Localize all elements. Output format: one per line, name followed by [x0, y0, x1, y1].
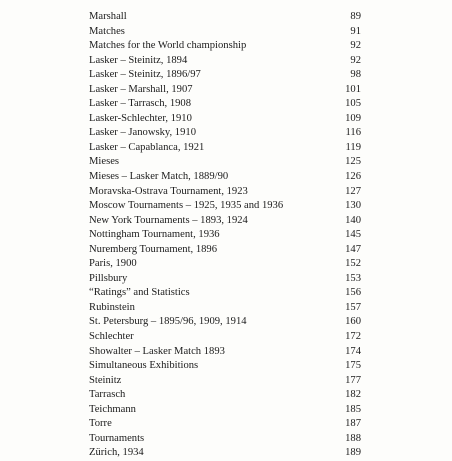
index-row [89, 83, 361, 98]
index-row [89, 68, 361, 83]
index-entry-title: Mieses – Lasker Match, 1889/90 [89, 171, 229, 183]
index-row [89, 330, 361, 345]
index-entry-page: 177 [345, 374, 361, 386]
index-entry-page: 160 [345, 316, 361, 328]
index-entry-page: 188 [345, 432, 361, 444]
index-row [89, 25, 361, 40]
index-row [89, 97, 361, 112]
index-row [89, 126, 361, 141]
index-row [89, 403, 361, 418]
index-row [89, 257, 361, 272]
index-entry-title: Lasker – Capablanca, 1921 [89, 141, 205, 153]
index-entry-page: 147 [345, 243, 361, 255]
index-entry-page: 130 [345, 200, 361, 212]
index-entry-title: Matches for the World championship [89, 40, 247, 52]
index-entry-title: Pillsbury [89, 272, 128, 284]
index-row [89, 345, 361, 360]
index-entry-title: Tarrasch [89, 389, 126, 401]
index-entry-page: 189 [345, 447, 361, 459]
index-row [89, 315, 361, 330]
index-row [89, 228, 361, 243]
index-entry-title: Showalter – Lasker Match 1893 [89, 345, 225, 357]
index-row [89, 170, 361, 185]
index-entry-page: 125 [345, 156, 361, 168]
index-entry-page: 98 [350, 69, 361, 81]
index-row [89, 199, 361, 214]
index-entry-title: Mieses [89, 156, 120, 168]
index-entry-title: Lasker – Janowsky, 1910 [89, 127, 196, 139]
index-entry-title: Torre [89, 418, 112, 430]
index-row [89, 214, 361, 229]
index-entry-page: 187 [345, 418, 361, 430]
index-entry-title: Lasker – Tarrasch, 1908 [89, 98, 192, 110]
index-entry-title: Zürich, 1934 [89, 447, 144, 459]
index-entry-page: 153 [345, 272, 361, 284]
index-entry-page: 145 [345, 229, 361, 241]
index-entry-title: Lasker – Steinitz, 1894 [89, 54, 188, 66]
index-entry-page: 91 [350, 25, 361, 37]
index-entry-page: 119 [345, 141, 361, 153]
index-entry-page: 127 [345, 185, 361, 197]
index-row [89, 185, 361, 200]
index-entry-title: Moravska-Ostrava Tournament, 1923 [89, 185, 248, 197]
index-entry-page: 126 [345, 171, 361, 183]
index-entry-title: Matches [89, 25, 125, 37]
index-entry-title: New York Tournaments – 1893, 1924 [89, 214, 248, 226]
index-entry-title: Teichmann [89, 403, 136, 415]
index-entry-page: 156 [345, 287, 361, 299]
index-entry-title: Rubinstein [89, 301, 135, 313]
index-row [89, 112, 361, 127]
index-entry-page: 157 [345, 301, 361, 313]
index-entry-title: Nuremberg Tournament, 1896 [89, 243, 218, 255]
index-entry-title: St. Petersburg – 1895/96, 1909, 1914 [89, 316, 247, 328]
index-entry-page: 172 [345, 331, 361, 343]
index-entry-page: 152 [345, 258, 361, 270]
index-entry-title: Marshall [89, 11, 127, 22]
index-row [89, 155, 361, 170]
index-entry-page: 175 [345, 360, 361, 372]
index-list [89, 10, 361, 461]
index-entry-title: Moscow Tournaments – 1925, 1935 and 1936 [89, 200, 284, 212]
index-row [89, 388, 361, 403]
index-entry-page: 109 [345, 112, 361, 124]
index-row [89, 359, 361, 374]
index-row [89, 417, 361, 432]
index-entry-title: Lasker-Schlechter, 1910 [89, 112, 192, 124]
index-row [89, 272, 361, 287]
index-entry-page: 185 [345, 403, 361, 415]
index-entry-page: 92 [350, 54, 361, 66]
index-entry-page: 89 [350, 11, 361, 22]
index-row [89, 54, 361, 69]
index-entry-title: Nottingham Tournament, 1936 [89, 229, 220, 241]
index-row [89, 301, 361, 316]
index-entry-title: Lasker – Marshall, 1907 [89, 83, 193, 95]
index-entry-page: 140 [345, 214, 361, 226]
index-row [89, 10, 361, 25]
index-entry-page: 92 [350, 40, 361, 52]
index-entry-title: Schlechter [89, 331, 134, 343]
index-entry-page: 116 [345, 127, 361, 139]
index-row [89, 446, 361, 461]
index-entry-page: 101 [345, 83, 361, 95]
index-entry-title: Tournaments [89, 432, 145, 444]
index-entry-title: Simultaneous Exhibitions [89, 360, 199, 372]
index-entry-title: “Ratings” and Statistics [89, 287, 190, 299]
index-row [89, 141, 361, 156]
index-row [89, 243, 361, 258]
index-row [89, 39, 361, 54]
index-entry-title: Steinitz [89, 374, 122, 386]
index-entry-page: 182 [345, 389, 361, 401]
index-row [89, 286, 361, 301]
index-row [89, 432, 361, 447]
index-row [89, 374, 361, 389]
index-entry-page: 105 [345, 98, 361, 110]
index-entry-title: Lasker – Steinitz, 1896/97 [89, 69, 201, 81]
index-entry-page: 174 [345, 345, 361, 357]
index-entry-title: Paris, 1900 [89, 258, 137, 270]
